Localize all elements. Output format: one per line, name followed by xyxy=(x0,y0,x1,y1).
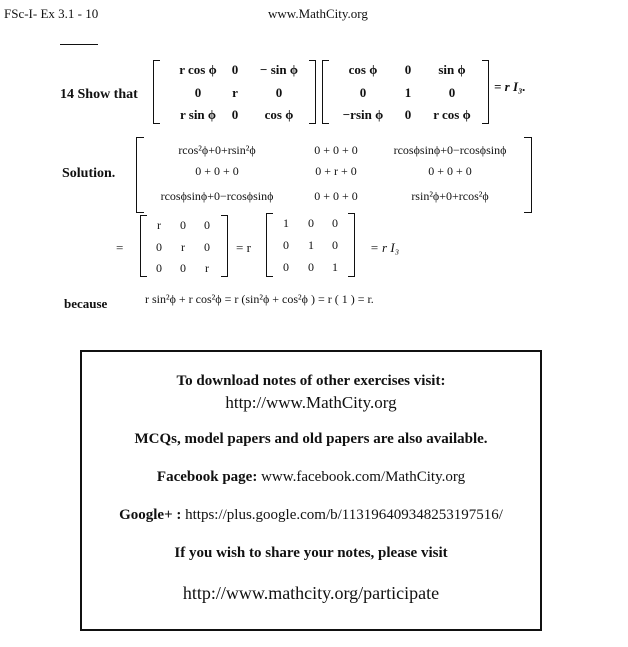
sol-cell: rsin²ϕ+0+rcos²ϕ xyxy=(411,189,489,203)
m1-cell: 0 xyxy=(231,107,239,122)
m4-cell: 1 xyxy=(308,238,314,252)
because-label: because xyxy=(64,296,108,311)
sol-cell: 0 + r + 0 xyxy=(315,164,357,178)
top-rule xyxy=(60,44,98,45)
result-end: = r I₃ xyxy=(370,240,400,255)
m3-cell: 0 xyxy=(180,261,186,275)
because-text: r sin²ϕ + r cos²ϕ = r (sin²ϕ + cos²ϕ ) = r ( 1 ) = r. xyxy=(145,292,374,306)
m1-cell: 0 xyxy=(231,62,239,77)
box-download-text: To download notes of other exercises visit: xyxy=(176,373,446,389)
m1-cell: cos ϕ xyxy=(264,107,294,122)
m2-cell: sin ϕ xyxy=(438,62,466,77)
box-mcqs-text: MCQs, model papers and old papers are also available. xyxy=(134,431,488,447)
m2-cell: 0 xyxy=(404,107,412,122)
problem-prefix: 14 Show that xyxy=(60,87,138,102)
m3-cell: r xyxy=(157,218,161,232)
box-share-text: If you wish to share your notes, please visit xyxy=(174,545,448,561)
page-header-title: FSc-I- Ex 3.1 - 10 xyxy=(4,6,99,21)
sol-cell: 0 + 0 + 0 xyxy=(314,143,358,157)
m1-cell: r cos ϕ xyxy=(179,62,217,77)
m3-cell: 0 xyxy=(204,240,210,254)
m4-cell: 0 xyxy=(332,216,338,230)
result-eq: = xyxy=(116,240,124,255)
m1-cell: 0 xyxy=(194,85,202,100)
box-facebook-line xyxy=(82,469,540,486)
sol-cell: rcos²ϕ+0+rsin²ϕ xyxy=(178,143,256,157)
m4-cell: 1 xyxy=(332,260,338,274)
m1-cell: r sin ϕ xyxy=(179,107,217,122)
box-mathcity-link[interactable]: http://www.MathCity.org xyxy=(225,393,397,412)
m2-cell: 0 xyxy=(448,85,456,100)
m3-cell: 0 xyxy=(204,218,210,232)
m3-cell: 0 xyxy=(156,261,162,275)
m3-cell: 0 xyxy=(180,218,186,232)
m3-cell: r xyxy=(205,261,209,275)
google-label: Google+ : xyxy=(119,507,182,523)
m4-cell: 0 xyxy=(283,260,289,274)
box-google-line xyxy=(82,507,540,524)
sol-cell: rcosϕsinϕ+0−rcosϕsinϕ xyxy=(393,143,507,157)
facebook-link[interactable]: www.facebook.com/MathCity.org xyxy=(261,469,466,485)
m4-cell: 0 xyxy=(332,238,338,252)
sol-cell: rcosϕsinϕ+0−rcosϕsinϕ xyxy=(160,189,274,203)
m3-cell: r xyxy=(181,240,185,254)
sol-cell: 0 + 0 + 0 xyxy=(314,189,358,203)
m2-cell: r cos ϕ xyxy=(433,107,471,122)
m1-cell: 0 xyxy=(275,85,283,100)
m2-cell: 0 xyxy=(404,62,412,77)
m3-cell: 0 xyxy=(156,240,162,254)
m2-cell: cos ϕ xyxy=(348,62,378,77)
m2-cell: 1 xyxy=(404,85,412,100)
facebook-label: Facebook page: xyxy=(156,469,258,485)
page-header-site: www.MathCity.org xyxy=(268,6,368,21)
m2-cell: −rsin ϕ xyxy=(342,107,384,122)
m4-cell: 0 xyxy=(283,238,289,252)
m1-cell: r xyxy=(232,85,238,100)
solution-label: Solution. xyxy=(62,166,116,181)
m1-cell: − sin ϕ xyxy=(260,62,298,77)
sol-cell: 0 + 0 + 0 xyxy=(428,164,472,178)
m4-cell: 0 xyxy=(308,216,314,230)
box-participate-link[interactable]: http://www.mathcity.org/participate xyxy=(182,583,440,603)
google-link[interactable]: https://plus.google.com/b/113196409348253197516/ xyxy=(185,507,503,523)
m4-cell: 0 xyxy=(308,260,314,274)
sol-cell: 0 + 0 + 0 xyxy=(195,164,239,178)
info-box xyxy=(80,350,542,631)
result-mid: = r xyxy=(236,240,251,255)
problem-rhs: = r I₃. xyxy=(494,79,526,94)
m4-cell: 1 xyxy=(283,216,289,230)
m2-cell: 0 xyxy=(359,85,367,100)
